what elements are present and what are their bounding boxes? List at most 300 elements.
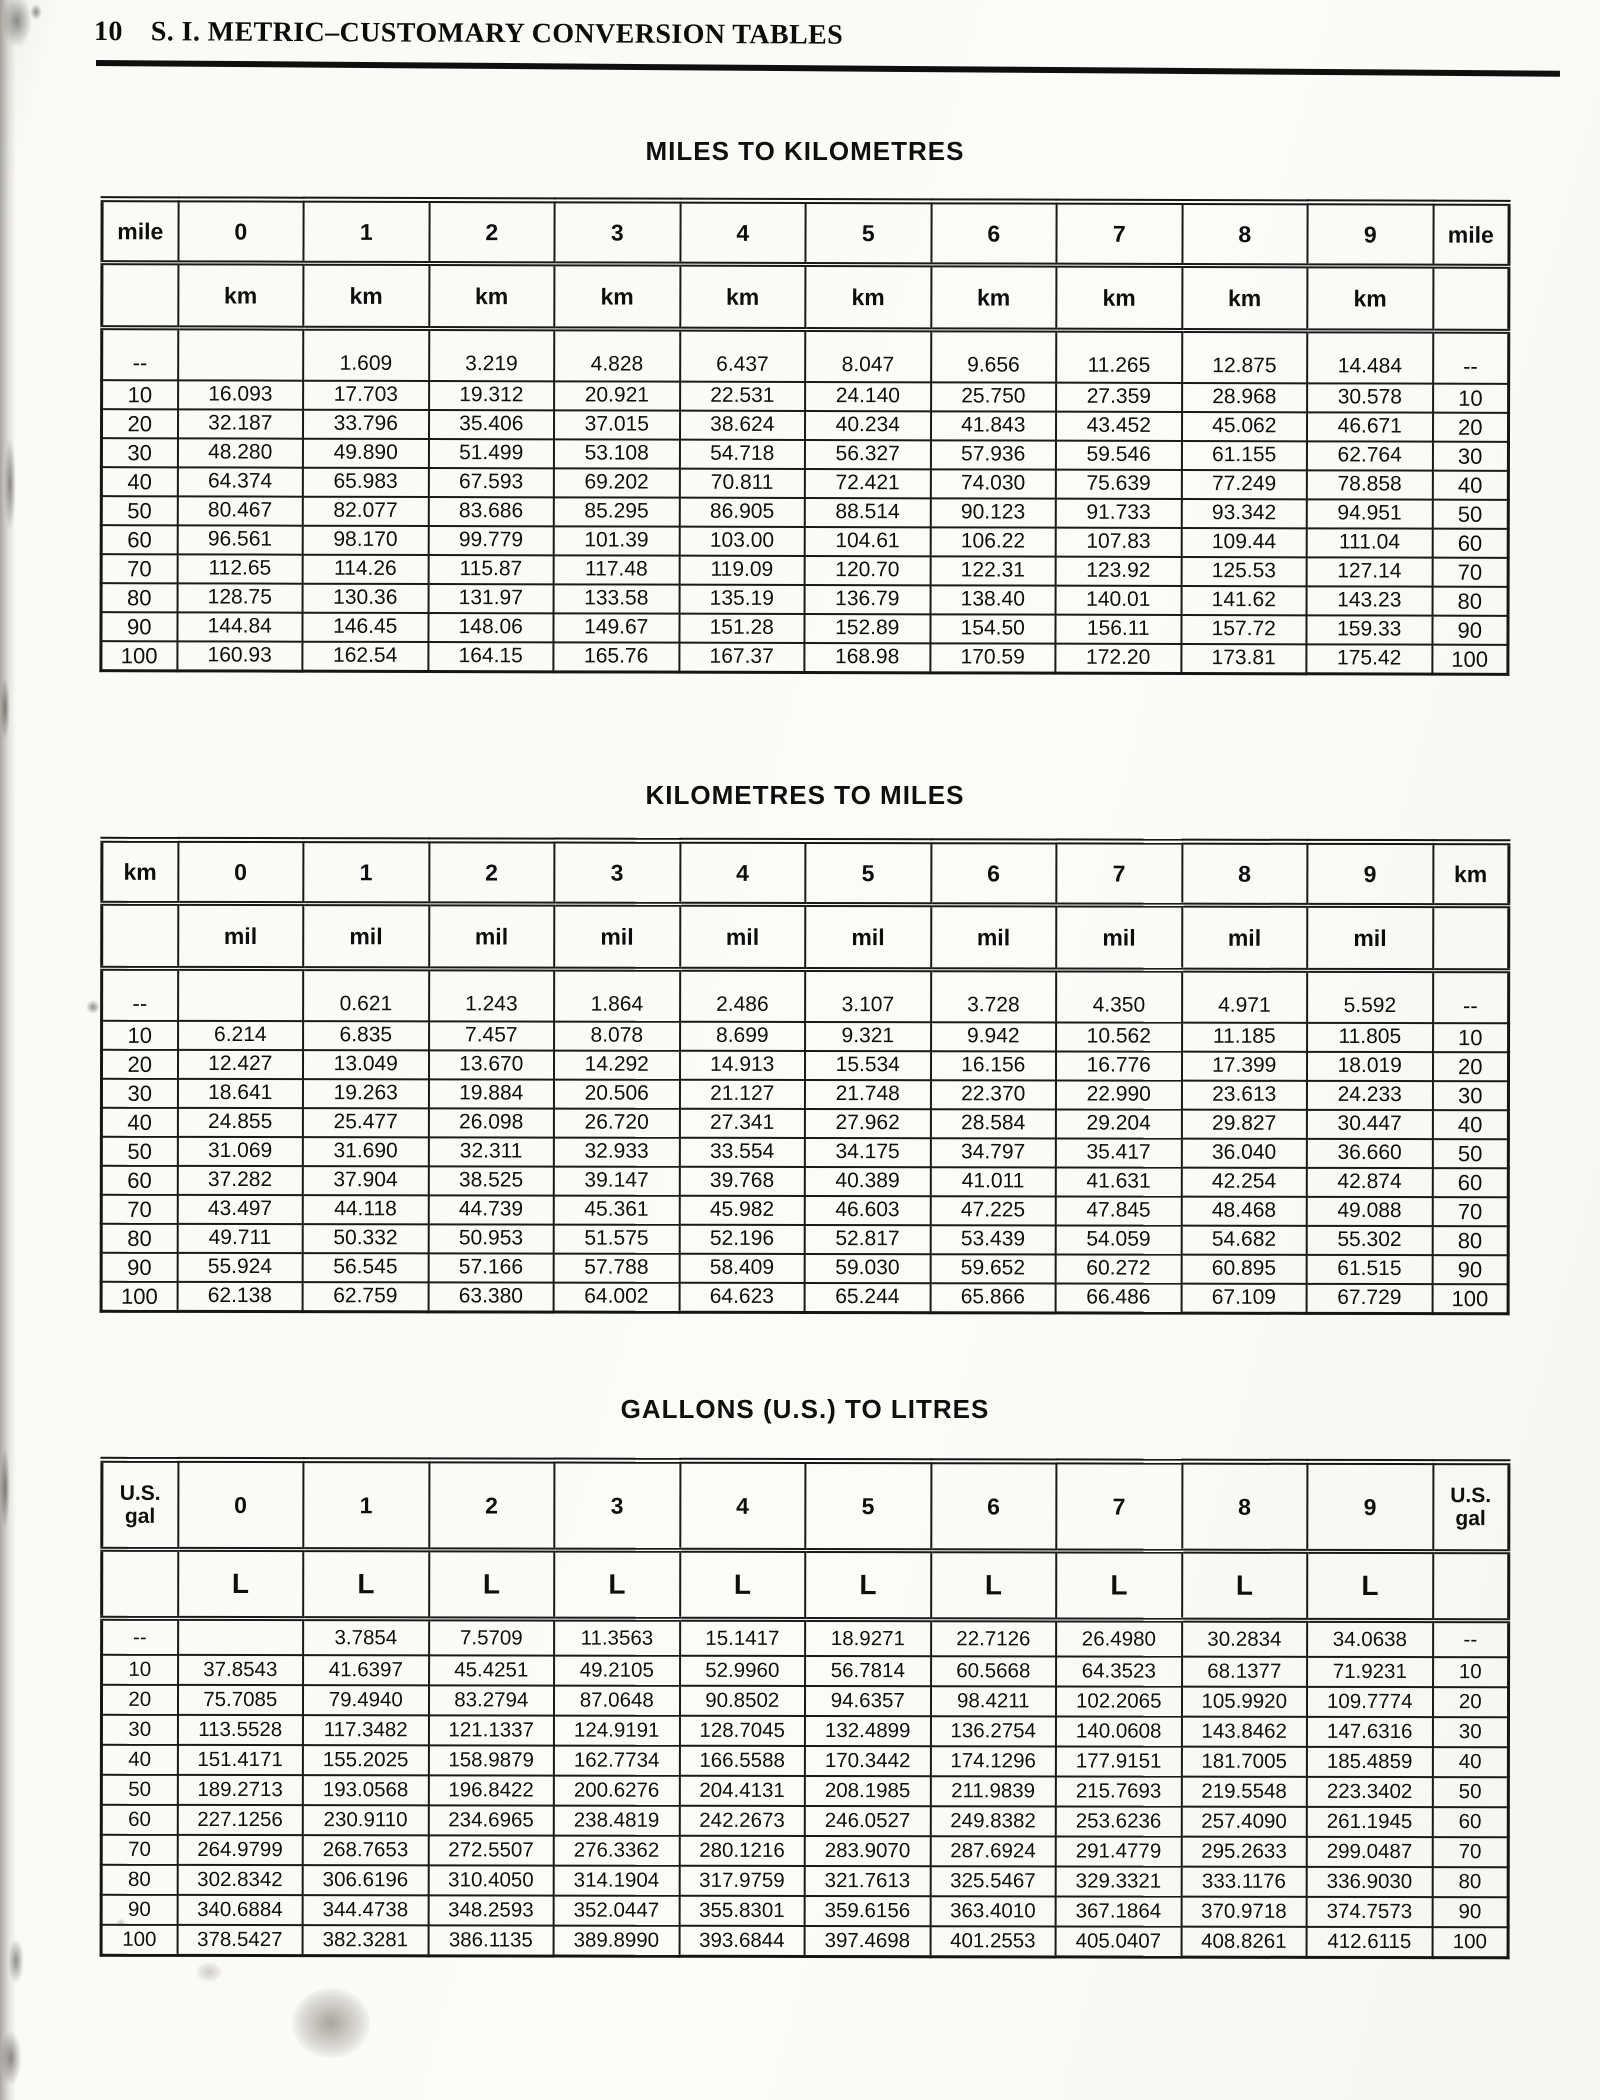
value-cell: 13.670: [428, 1050, 554, 1079]
row-unit-header-cell: U.S. gal: [102, 1460, 178, 1550]
value-cell: 35.406: [428, 410, 554, 439]
value-cell: 19.884: [428, 1079, 554, 1108]
row-label-cell: 60: [1432, 529, 1508, 558]
row-label-cell: 80: [1432, 587, 1508, 616]
row-label-cell: 60: [101, 1166, 177, 1195]
column-header-cell: 2: [429, 1460, 555, 1550]
value-cell: 53.108: [554, 439, 680, 468]
value-cell: 196.8422: [428, 1775, 554, 1805]
value-cell: 167.37: [679, 643, 805, 673]
conversion-table: [99, 196, 1510, 676]
value-cell: 91.733: [1056, 499, 1182, 528]
value-cell: 299.0487: [1307, 1837, 1433, 1867]
value-cell: 246.0527: [805, 1806, 931, 1836]
value-cell: 57.166: [428, 1253, 554, 1282]
column-header-cell: 5: [805, 841, 931, 905]
row-unit-header-cell: mile: [1433, 203, 1509, 267]
value-cell: 2.486: [680, 969, 806, 1022]
value-cell: 306.6196: [303, 1865, 429, 1895]
value-cell: 93.342: [1181, 499, 1307, 528]
unit-cell: km: [1182, 265, 1308, 330]
value-cell: 174.1296: [930, 1746, 1056, 1776]
value-cell: 12.427: [177, 1050, 303, 1079]
row-label-cell: 40: [1432, 1747, 1508, 1777]
value-cell: 393.6844: [679, 1926, 805, 1957]
value-cell: 98.170: [303, 526, 429, 555]
table-row: [101, 641, 1508, 674]
value-cell: 41.843: [930, 411, 1056, 440]
value-cell: 257.4090: [1181, 1807, 1307, 1837]
value-cell: 121.1337: [428, 1715, 554, 1745]
value-cell: 386.1135: [428, 1925, 554, 1956]
value-cell: 70.811: [679, 469, 805, 498]
unit-cell: L: [1056, 1551, 1182, 1620]
value-cell: 56.7814: [805, 1656, 931, 1686]
value-cell: 39.147: [554, 1167, 680, 1196]
value-cell: 157.72: [1181, 615, 1307, 644]
column-header-cell: 9: [1307, 842, 1433, 906]
value-cell: 133.58: [554, 584, 680, 613]
value-cell: 40.234: [805, 411, 931, 440]
row-label-cell: 30: [1432, 442, 1508, 471]
value-cell: 7.5709: [429, 1619, 555, 1656]
table-row: [101, 525, 1508, 558]
value-cell: 26.4980: [1056, 1620, 1182, 1657]
row-label-cell: 90: [101, 1895, 177, 1925]
unit-cell: km: [178, 263, 304, 328]
value-cell: 9.656: [931, 330, 1057, 383]
value-cell: 230.9110: [303, 1805, 429, 1835]
unit-cell: L: [303, 1550, 429, 1619]
table-row: [101, 1108, 1508, 1139]
value-cell: 5.592: [1307, 970, 1433, 1023]
row-label-cell: 20: [101, 1685, 177, 1715]
value-cell: 170.59: [930, 643, 1056, 673]
value-cell: 200.6276: [554, 1776, 680, 1806]
value-cell: 140.01: [1056, 586, 1182, 615]
value-cell: 59.030: [805, 1254, 931, 1283]
value-cell: 268.7653: [303, 1835, 429, 1865]
row-label-cell: 10: [102, 1021, 178, 1050]
value-cell: 27.341: [679, 1109, 805, 1138]
row-label-cell: 60: [1432, 1807, 1508, 1837]
value-cell: 148.06: [428, 613, 554, 642]
column-header-cell: 5: [805, 1461, 931, 1551]
value-cell: 177.9151: [1056, 1746, 1182, 1776]
value-cell: 28.584: [930, 1109, 1056, 1138]
value-cell: 234.6965: [428, 1805, 554, 1835]
row-label-cell: 60: [1432, 1168, 1508, 1197]
table-row: [102, 380, 1509, 413]
conversion-table: [100, 837, 1511, 1315]
value-cell: 321.7613: [805, 1866, 931, 1896]
row-label-cell: 30: [1432, 1081, 1508, 1110]
scan-artifact: [292, 1988, 370, 2058]
value-cell: 24.233: [1307, 1081, 1433, 1110]
value-cell: 144.84: [177, 612, 303, 641]
unit-row: [102, 263, 1509, 332]
row-label-cell: 80: [101, 583, 177, 612]
value-cell: 53.439: [930, 1225, 1056, 1254]
value-cell: 31.069: [177, 1137, 303, 1166]
unit-cell: mil: [805, 905, 931, 970]
value-cell: 45.4251: [429, 1655, 555, 1685]
value-cell: 24.140: [805, 382, 931, 411]
row-label-cell: 30: [101, 438, 177, 467]
column-header-cell: 3: [554, 200, 680, 264]
table-row: [101, 467, 1508, 500]
value-cell: 8.078: [554, 1022, 680, 1051]
row-label-cell: 100: [101, 1925, 177, 1956]
value-cell: 94.6357: [805, 1686, 931, 1716]
value-cell: 104.61: [805, 527, 931, 556]
table-title-miles-to-kilometres: MILES TO KILOMETRES: [645, 136, 965, 166]
value-cell: 103.00: [679, 527, 805, 556]
value-cell: 22.990: [1056, 1080, 1182, 1109]
value-cell: 26.720: [554, 1109, 680, 1138]
value-cell: 66.486: [1056, 1283, 1182, 1313]
value-cell: 140.0608: [1056, 1716, 1182, 1746]
value-cell: 35.417: [1056, 1138, 1182, 1167]
value-cell: 78.858: [1307, 470, 1433, 499]
row-unit-header-cell: km: [102, 840, 178, 904]
value-cell: 13.049: [303, 1050, 429, 1079]
value-cell: 117.3482: [303, 1715, 429, 1745]
row-label-cell: 50: [1432, 1139, 1508, 1168]
value-cell: 1.609: [303, 328, 429, 381]
value-cell: 9.321: [805, 1022, 931, 1051]
value-cell: 359.6156: [805, 1896, 931, 1926]
value-cell: 401.2553: [930, 1926, 1056, 1957]
value-cell: 109.7774: [1307, 1687, 1433, 1717]
value-cell: 72.421: [805, 469, 931, 498]
value-cell: 159.33: [1306, 615, 1432, 644]
row-label-cell: 70: [101, 1835, 177, 1865]
value-cell: 143.8462: [1181, 1717, 1307, 1747]
value-cell: 355.8301: [679, 1896, 805, 1926]
value-cell: 21.748: [805, 1080, 931, 1109]
value-cell: 253.6236: [1056, 1806, 1182, 1836]
value-cell: 113.5528: [177, 1715, 303, 1745]
value-cell: 189.2713: [177, 1775, 303, 1805]
value-cell: 60.5668: [931, 1656, 1057, 1686]
value-cell: 340.6884: [177, 1895, 303, 1925]
value-cell: 151.4171: [177, 1745, 303, 1775]
value-cell: 65.866: [930, 1283, 1056, 1313]
value-cell: 302.8342: [177, 1865, 303, 1895]
value-cell: 54.718: [679, 440, 805, 469]
value-cell: 38.525: [428, 1166, 554, 1195]
value-cell: 272.5507: [428, 1835, 554, 1865]
value-cell: 3.107: [805, 970, 931, 1023]
row-label-cell: 30: [101, 1715, 177, 1745]
unit-blank-cell: [102, 903, 178, 968]
value-cell: 141.62: [1181, 586, 1307, 615]
value-cell: 106.22: [930, 527, 1056, 556]
column-header-row: [102, 1460, 1509, 1552]
table-row: [101, 612, 1508, 645]
value-cell: 120.70: [805, 556, 931, 585]
value-cell: 30.578: [1307, 383, 1433, 412]
row-label-cell: 60: [101, 525, 177, 554]
row-label-cell: --: [1433, 971, 1509, 1024]
value-cell: 80.467: [177, 496, 303, 525]
page-title: S. I. METRIC–CUSTOMARY CONVERSION TABLES: [150, 16, 844, 51]
column-header-cell: 7: [1056, 202, 1182, 266]
value-cell: 7.457: [429, 1021, 555, 1050]
value-cell: [178, 1618, 304, 1655]
value-cell: 325.5467: [930, 1866, 1056, 1896]
value-cell: 39.768: [679, 1167, 805, 1196]
value-cell: 99.779: [428, 526, 554, 555]
value-cell: 149.67: [553, 613, 679, 642]
unit-cell: L: [429, 1550, 555, 1619]
table-row: [101, 1745, 1508, 1777]
value-cell: 238.4819: [554, 1806, 680, 1836]
value-cell: 23.613: [1181, 1081, 1307, 1110]
row-label-cell: 40: [1432, 1110, 1508, 1139]
unit-cell: L: [1307, 1551, 1433, 1620]
value-cell: 49.2105: [554, 1656, 680, 1686]
value-cell: 32.933: [554, 1138, 680, 1167]
unit-blank-cell: [1433, 266, 1509, 331]
value-cell: 60.272: [1056, 1254, 1182, 1283]
unit-cell: mil: [1307, 905, 1433, 970]
row-label-cell: 50: [101, 1137, 177, 1166]
unit-cell: L: [680, 1550, 806, 1619]
table-row: [101, 438, 1508, 471]
value-cell: 389.8990: [554, 1926, 680, 1957]
row-label-cell: 90: [1432, 616, 1508, 645]
value-cell: 54.059: [1056, 1225, 1182, 1254]
row-label-cell: 90: [101, 612, 177, 641]
value-cell: 75.7085: [177, 1685, 303, 1715]
value-cell: 55.302: [1307, 1226, 1433, 1255]
value-cell: 166.5588: [679, 1746, 805, 1776]
value-cell: 75.639: [1056, 470, 1182, 499]
scan-artifact: [196, 1962, 222, 1982]
value-cell: 59.652: [930, 1254, 1056, 1283]
value-cell: 58.409: [679, 1254, 805, 1283]
value-cell: 3.728: [931, 970, 1057, 1023]
value-cell: 276.3362: [554, 1836, 680, 1866]
unit-cell: mil: [178, 903, 304, 968]
value-cell: 336.9030: [1307, 1867, 1433, 1897]
row-label-cell: --: [1433, 331, 1509, 384]
value-cell: 204.4131: [679, 1776, 805, 1806]
row-unit-header-cell: mile: [102, 199, 178, 263]
value-cell: 8.699: [680, 1022, 806, 1051]
column-header-cell: 3: [554, 1461, 680, 1551]
value-cell: 32.311: [428, 1137, 554, 1166]
value-cell: 49.711: [177, 1224, 303, 1253]
value-cell: 62.138: [177, 1282, 303, 1312]
value-cell: 147.6316: [1307, 1717, 1433, 1747]
value-cell: 20.506: [554, 1080, 680, 1109]
column-header-cell: 0: [178, 1460, 304, 1550]
unit-cell: mil: [554, 904, 680, 969]
row-label-cell: 60: [101, 1805, 177, 1835]
column-header-cell: 8: [1182, 842, 1308, 906]
value-cell: 56.327: [805, 440, 931, 469]
column-header-cell: 8: [1182, 202, 1308, 266]
value-cell: 57.788: [554, 1254, 680, 1283]
table-row: [101, 554, 1508, 587]
value-cell: 4.828: [554, 329, 680, 382]
value-cell: 67.729: [1307, 1284, 1433, 1314]
row-label-cell: 100: [1432, 645, 1508, 675]
table-title-gallons-to-litres: GALLONS (U.S.) TO LITRES: [620, 1394, 990, 1424]
table-row: [101, 1775, 1508, 1807]
value-cell: 54.682: [1181, 1226, 1307, 1255]
column-header-cell: 8: [1182, 1462, 1308, 1552]
value-cell: 28.968: [1182, 383, 1308, 412]
value-cell: 291.4779: [1056, 1836, 1182, 1866]
table-row: [102, 1021, 1509, 1052]
value-cell: 30.2834: [1182, 1620, 1308, 1657]
value-cell: 50.953: [428, 1224, 554, 1253]
table-row: [101, 1805, 1508, 1837]
row-label-cell: 70: [1432, 1837, 1508, 1867]
table-row: [101, 583, 1508, 616]
value-cell: 115.87: [428, 555, 554, 584]
value-cell: 29.204: [1056, 1109, 1182, 1138]
value-cell: 47.225: [930, 1196, 1056, 1225]
value-cell: 62.759: [303, 1282, 429, 1312]
value-cell: 156.11: [1055, 615, 1181, 644]
value-cell: 67.593: [428, 468, 554, 497]
value-cell: 25.750: [931, 382, 1057, 411]
column-header-cell: 1: [303, 200, 429, 264]
column-header-cell: 0: [178, 199, 304, 263]
value-cell: 38.624: [679, 411, 805, 440]
row-label-cell: 90: [1432, 1897, 1508, 1927]
value-cell: 227.1256: [177, 1805, 303, 1835]
value-cell: 60.895: [1181, 1255, 1307, 1284]
column-header-cell: 7: [1056, 1461, 1182, 1551]
value-cell: 208.1985: [805, 1776, 931, 1806]
value-cell: 19.263: [303, 1079, 429, 1108]
value-cell: 119.09: [679, 556, 805, 585]
value-cell: 16.776: [1056, 1051, 1182, 1080]
value-cell: 64.3523: [1056, 1656, 1182, 1686]
table-row: [101, 1925, 1508, 1958]
value-cell: 382.3281: [303, 1925, 429, 1956]
value-cell: 17.703: [303, 381, 429, 410]
value-cell: 261.1945: [1307, 1807, 1433, 1837]
value-cell: 170.3442: [805, 1746, 931, 1776]
value-cell: 55.924: [177, 1253, 303, 1282]
scan-artifact: [86, 1000, 100, 1014]
value-cell: 283.9070: [805, 1836, 931, 1866]
unit-cell: km: [1056, 265, 1182, 330]
value-cell: 185.4859: [1307, 1747, 1433, 1777]
value-cell: 131.97: [428, 584, 554, 613]
value-cell: 96.561: [177, 525, 303, 554]
table-row: [101, 496, 1508, 529]
value-cell: 34.0638: [1307, 1620, 1433, 1657]
value-cell: 41.631: [1056, 1167, 1182, 1196]
value-cell: 68.1377: [1182, 1657, 1308, 1687]
value-cell: 112.65: [177, 554, 303, 583]
value-cell: 3.219: [429, 329, 555, 382]
value-cell: 11.3563: [554, 1619, 680, 1656]
value-cell: 329.3321: [1056, 1866, 1182, 1896]
column-header-cell: 1: [303, 1460, 429, 1550]
unit-cell: mil: [429, 904, 555, 969]
row-label-cell: 50: [1432, 1777, 1508, 1807]
row-label-cell: 40: [101, 467, 177, 496]
column-header-cell: 7: [1056, 841, 1182, 905]
unit-blank-cell: [1433, 1552, 1509, 1621]
row-label-cell: 20: [101, 1050, 177, 1079]
value-cell: 47.845: [1056, 1196, 1182, 1225]
value-cell: 295.2633: [1181, 1837, 1307, 1867]
value-cell: 15.1417: [680, 1619, 806, 1656]
value-cell: 8.047: [805, 330, 931, 383]
value-cell: 412.6115: [1307, 1927, 1433, 1958]
scan-artifact: [30, 4, 42, 20]
value-cell: 15.534: [805, 1051, 931, 1080]
column-header-cell: 3: [554, 841, 680, 905]
column-header-cell: 5: [805, 201, 931, 265]
value-cell: 22.531: [680, 382, 806, 411]
value-cell: 52.817: [805, 1225, 931, 1254]
value-cell: 367.1864: [1056, 1896, 1182, 1926]
row-label-cell: 90: [101, 1253, 177, 1282]
row-label-cell: 70: [1432, 1197, 1508, 1226]
unit-cell: mil: [931, 905, 1057, 970]
value-cell: 11.805: [1307, 1023, 1433, 1052]
unit-cell: L: [805, 1551, 931, 1620]
value-cell: 46.671: [1307, 412, 1433, 441]
unit-row: [102, 1549, 1509, 1620]
value-cell: 168.98: [804, 643, 930, 673]
row-label-cell: 10: [1433, 1657, 1509, 1687]
value-cell: 14.913: [679, 1051, 805, 1080]
value-cell: 44.739: [428, 1195, 554, 1224]
unit-cell: L: [178, 1549, 304, 1618]
value-cell: 1.243: [429, 969, 555, 1022]
row-label-cell: --: [102, 328, 178, 381]
value-cell: 317.9759: [679, 1866, 805, 1896]
value-cell: 1.864: [554, 969, 680, 1022]
value-cell: 18.019: [1307, 1052, 1433, 1081]
value-cell: 42.874: [1307, 1168, 1433, 1197]
value-cell: 48.280: [177, 438, 303, 467]
value-cell: 45.982: [679, 1196, 805, 1225]
value-cell: 146.45: [302, 613, 428, 642]
row-label-cell: 80: [101, 1224, 177, 1253]
value-cell: 34.175: [805, 1138, 931, 1167]
value-cell: 125.53: [1181, 557, 1307, 586]
value-cell: 83.686: [428, 497, 554, 526]
row-label-cell: 80: [1432, 1867, 1508, 1897]
value-cell: 61.155: [1181, 441, 1307, 470]
row-label-cell: 80: [101, 1865, 177, 1895]
row-label-cell: 10: [102, 380, 178, 409]
value-cell: 16.093: [178, 380, 304, 409]
column-header-cell: 9: [1307, 1462, 1433, 1552]
row-label-cell: 70: [101, 554, 177, 583]
value-cell: 50.332: [303, 1224, 429, 1253]
value-cell: 20.921: [554, 381, 680, 410]
unit-blank-cell: [1433, 906, 1509, 971]
value-cell: 165.76: [553, 642, 679, 672]
value-cell: 333.1176: [1181, 1867, 1307, 1897]
value-cell: 30.447: [1307, 1110, 1433, 1139]
value-cell: 44.118: [303, 1195, 429, 1224]
